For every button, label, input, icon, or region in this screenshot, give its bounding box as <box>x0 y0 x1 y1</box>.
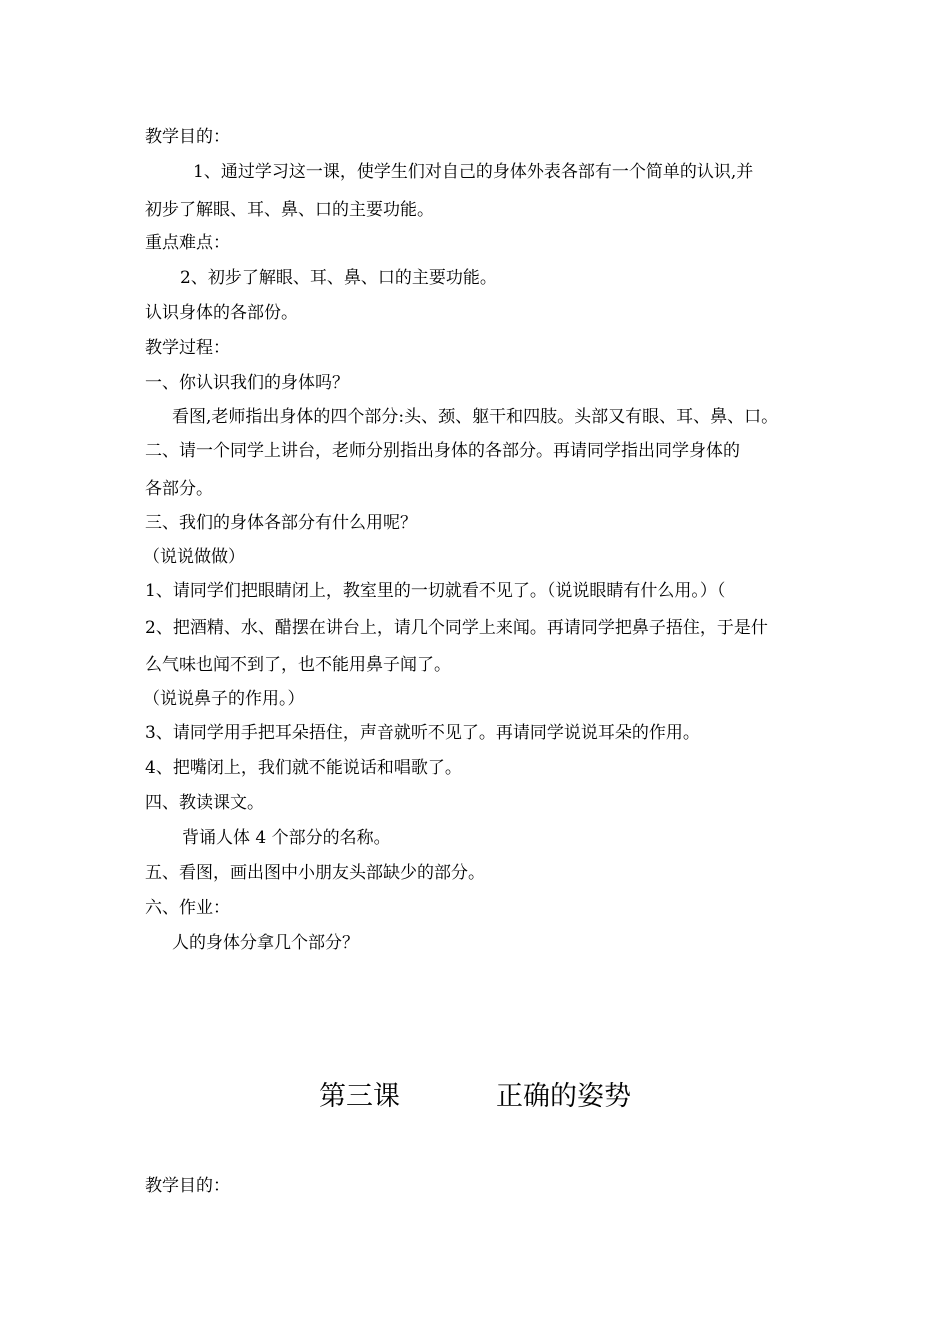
process-section-2-continued: 各部分。 <box>145 479 213 499</box>
activity-item-3: 3、请同学用手把耳朵捂住，声音就听不见了。再请同学说说耳朵的作用。 <box>145 723 700 743</box>
key-point-item-2: 2、初步了解眼、耳、鼻、口的主要功能。 <box>180 268 497 288</box>
lesson-name: 正确的姿势 <box>496 1081 631 1112</box>
process-section-2: 二、请一个同学上讲台，老师分别指出身体的各部分。再请同学指出同学身体的 <box>145 441 740 461</box>
say-and-do-note: （说说做做） <box>143 547 245 567</box>
process-section-3: 三、我们的身体各部分有什么用呢？ <box>145 513 417 533</box>
activity-item-4: 4、把嘴闭上，我们就不能说话和唱歌了。 <box>145 758 462 778</box>
activity-item-2: 2、把酒精、水、醋摆在讲台上，请几个同学上来闻。再请同学把鼻子捂住，于是什 <box>145 618 768 638</box>
lesson-title <box>0 1080 950 1114</box>
activity-item-1: 1、请同学们把眼睛闭上，教室里的一切就看不见了。（说说眼睛有什么用。）（ <box>145 581 726 601</box>
key-point-text: 认识身体的各部份。 <box>145 303 298 323</box>
process-section-1: 一、你认识我们的身体吗？ <box>145 373 349 393</box>
nose-function-note: （说说鼻子的作用。） <box>143 689 305 709</box>
homework-question: 人的身体分拿几个部分？ <box>172 933 359 953</box>
heading-teaching-goals: 教学目的： <box>145 127 230 147</box>
process-section-1-text: 看图,老师指出身体的四个部分:头、颈、躯干和四肢。头部又有眼、耳、鼻、口。 <box>172 407 779 427</box>
process-section-4-text: 背诵人体 4 个部分的名称。 <box>182 828 391 848</box>
process-section-5: 五、看图，画出图中小朋友头部缺少的部分。 <box>145 863 485 883</box>
activity-item-2-continued: 么气味也闻不到了，也不能用鼻子闻了。 <box>145 655 451 675</box>
goal-item-1-continued: 初步了解眼、耳、鼻、口的主要功能。 <box>145 200 434 220</box>
heading-teaching-process: 教学过程： <box>145 338 230 358</box>
goal-item-1: 1、通过学习这一课，使学生们对自己的身体外表各部有一个简单的认识,并 <box>193 162 754 182</box>
next-teaching-goals-heading: 教学目的： <box>145 1176 230 1196</box>
process-section-6: 六、作业： <box>145 898 230 918</box>
process-section-4: 四、教读课文。 <box>145 793 264 813</box>
heading-key-points: 重点难点： <box>145 233 230 253</box>
lesson-number: 第三课 <box>319 1081 400 1112</box>
